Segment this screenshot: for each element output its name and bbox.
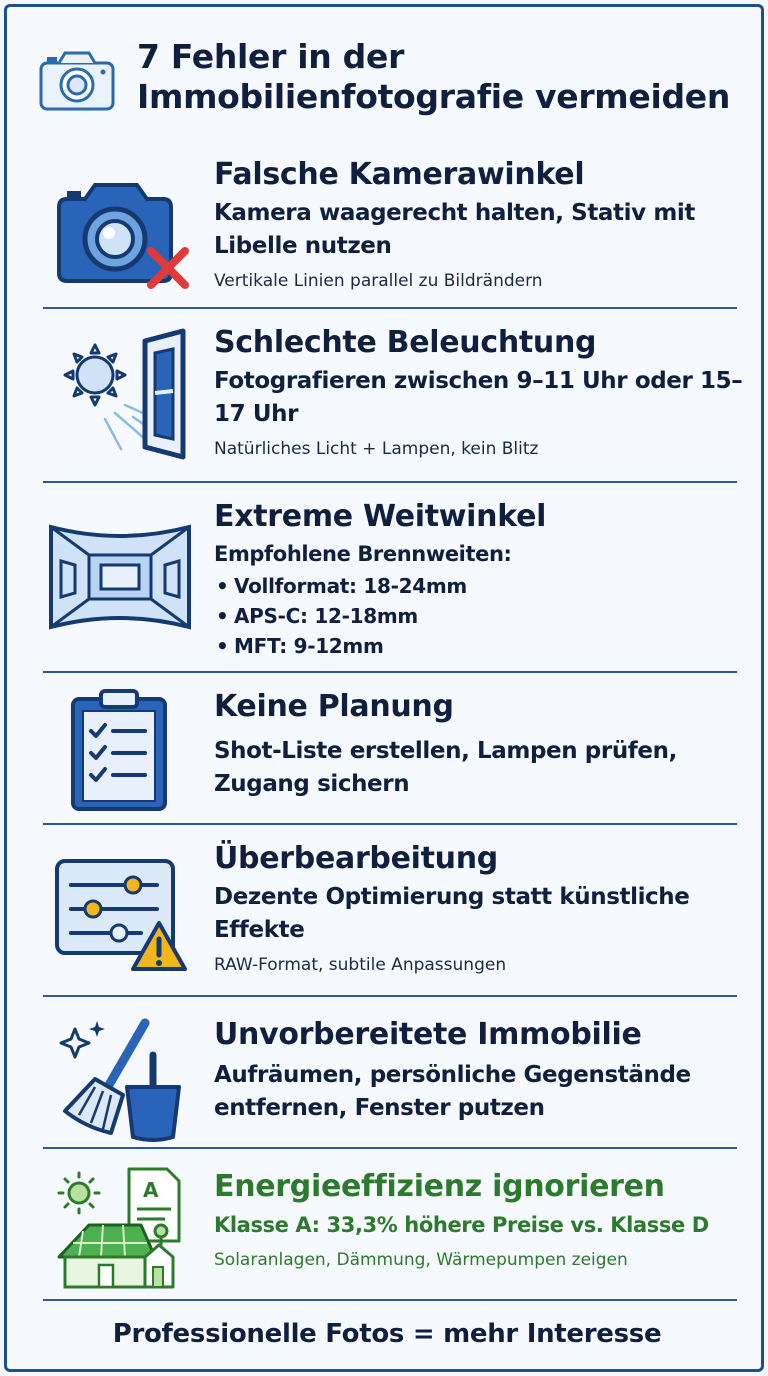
section-title: Energieeffizienz ignorieren <box>214 1169 665 1204</box>
footer-slogan: Professionelle Fotos = mehr Interesse <box>112 1319 662 1349</box>
list-item: • Vollformat: 18-24mm <box>214 571 754 601</box>
section-subtitle: Aufräumen, persönliche Gegenstände entfernen, Fenster putzen <box>214 1062 691 1121</box>
section-subtitle: Klasse A: 33,3% höhere Preise vs. Klasse D <box>214 1213 709 1237</box>
sliders-warning-icon <box>45 853 195 973</box>
section-subtitle: Shot-Liste erstellen, Lampen prüfen, Zugang sichern <box>214 738 677 797</box>
divider <box>43 823 737 825</box>
divider <box>43 307 737 309</box>
section-title: Falsche Kamerawinkel <box>214 157 585 192</box>
section-note: Vertikale Linien parallel zu Bildrändern <box>214 271 543 291</box>
focal-length-list <box>214 571 754 661</box>
header <box>7 37 767 127</box>
section-title: Keine Planung <box>214 689 454 724</box>
section-title: Schlechte Beleuchtung <box>214 325 597 360</box>
infographic-frame <box>4 4 764 1372</box>
section-note: Natürliches Licht + Lampen, kein Blitz <box>214 439 539 459</box>
broom-dustpan-icon <box>45 1015 195 1149</box>
divider <box>43 671 737 673</box>
section-title: Extreme Weitwinkel <box>214 499 547 534</box>
list-item: • MFT: 9-12mm <box>214 631 754 661</box>
divider <box>43 1147 737 1149</box>
section-subtitle: Kamera waagerecht halten, Stativ mit Libelle nutzen <box>214 200 695 259</box>
solar-house-icon <box>45 1161 195 1291</box>
svg-text:A: A <box>143 1178 159 1202</box>
distorted-room-icon <box>45 517 195 637</box>
section-title: Überbearbeitung <box>214 841 498 876</box>
clipboard-checklist-icon <box>45 685 195 813</box>
sun-window-icon <box>45 327 195 461</box>
divider <box>43 995 737 997</box>
section-subtitle: Dezente Optimierung statt künstliche Effekte <box>214 884 690 943</box>
divider <box>43 1299 737 1301</box>
camera-error-icon <box>45 169 195 289</box>
section-title: Unvorbereitete Immobilie <box>214 1017 642 1052</box>
divider <box>43 481 737 483</box>
section-note: RAW-Format, subtile Anpassungen <box>214 955 507 975</box>
page-title: 7 Fehler in der Immobilienfotografie vermeiden <box>137 37 731 116</box>
camera-icon <box>37 47 117 111</box>
section-subtitle: Empfohlene Brennweiten: <box>214 542 512 566</box>
section-note: Solaranlagen, Dämmung, Wärmepumpen zeigen <box>214 1250 628 1270</box>
section-subtitle: Fotografieren zwischen 9–11 Uhr oder 15–17 Uhr <box>214 368 743 427</box>
list-item: • APS-C: 12-18mm <box>214 601 754 631</box>
